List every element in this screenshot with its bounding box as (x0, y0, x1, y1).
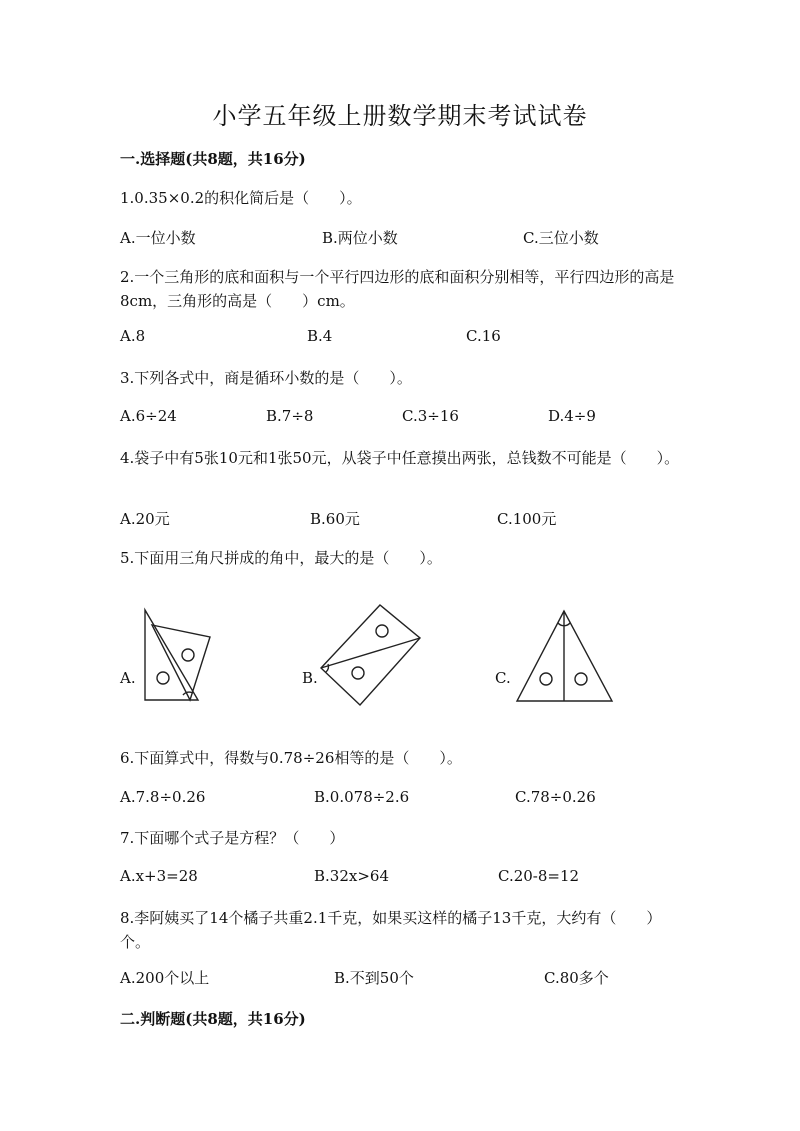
q3-option-b[interactable]: B.7÷8 (266, 407, 314, 425)
triangle-rulers-figure-b[interactable] (318, 600, 428, 710)
q8-option-b[interactable]: B.不到50个 (334, 969, 414, 987)
q3-option-c[interactable]: C.3÷16 (402, 407, 459, 425)
question-3: 3.下列各式中，商是循环小数的是（ ）。 (120, 369, 412, 387)
q3-option-a[interactable]: A.6÷24 (120, 407, 177, 425)
section-heading-choice: 一.选择题(共8题，共16分) (120, 150, 306, 168)
q2-option-b[interactable]: B.4 (307, 327, 333, 345)
triangle-rulers-figure-a[interactable] (140, 605, 220, 705)
q6-option-a[interactable]: A.7.8÷0.26 (120, 788, 206, 806)
q4-option-a[interactable]: A.20元 (120, 510, 170, 528)
question-8: 8.李阿姨买了14个橘子共重2.1千克，如果买这样的橘子13千克，大约有（ ）个。 (120, 909, 662, 951)
q6-option-c[interactable]: C.78÷0.26 (515, 788, 596, 806)
q2-option-a[interactable]: A.8 (120, 327, 146, 345)
exam-title: 小学五年级上册数学期末考试试卷 (212, 102, 588, 130)
q8-option-c[interactable]: C.80多个 (544, 969, 609, 987)
q1-option-b[interactable]: B.两位小数 (322, 229, 398, 247)
q7-option-c[interactable]: C.20-8=12 (498, 867, 580, 885)
q2-option-c[interactable]: C.16 (466, 327, 501, 345)
q5-option-b[interactable]: B. (302, 669, 318, 687)
section-heading-judgement: 二.判断题(共8题，共16分) (120, 1010, 306, 1028)
q6-option-b[interactable]: B.0.078÷2.6 (314, 788, 410, 806)
q5-option-a[interactable]: A. (120, 669, 136, 687)
question-2: 2.一个三角形的底和面积与一个平行四边形的底和面积分别相等，平行四边形的高是8cm，三角形的高是（ ）cm。 (120, 268, 675, 310)
set-square-vertical (145, 610, 198, 700)
question-5: 5.下面用三角尺拼成的角中，最大的是（ ）。 (120, 549, 442, 567)
q5-option-c[interactable]: C. (495, 669, 511, 687)
q7-option-b[interactable]: B.32x>64 (314, 867, 389, 885)
q7-option-a[interactable]: A.x+3=28 (120, 867, 198, 885)
q1-option-c[interactable]: C.三位小数 (523, 229, 599, 247)
q4-option-c[interactable]: C.100元 (497, 510, 557, 528)
q1-option-a[interactable]: A.一位小数 (120, 229, 196, 247)
question-6: 6.下面算式中，得数与0.78÷26相等的是（ ）。 (120, 749, 462, 767)
question-4: 4.袋子中有5张10元和1张50元，从袋子中任意摸出两张，总钱数不可能是（ ）。 (120, 449, 680, 467)
q8-option-a[interactable]: A.200个以上 (120, 969, 210, 987)
question-7: 7.下面哪个式子是方程？（ ） (120, 829, 345, 847)
q4-option-b[interactable]: B.60元 (310, 510, 360, 528)
triangle-rulers-figure-c[interactable] (512, 606, 617, 706)
set-square-rectangle (321, 605, 420, 705)
q3-option-d[interactable]: D.4÷9 (548, 407, 596, 425)
question-1: 1.0.35×0.2的积化简后是（ ）。 (120, 189, 362, 207)
